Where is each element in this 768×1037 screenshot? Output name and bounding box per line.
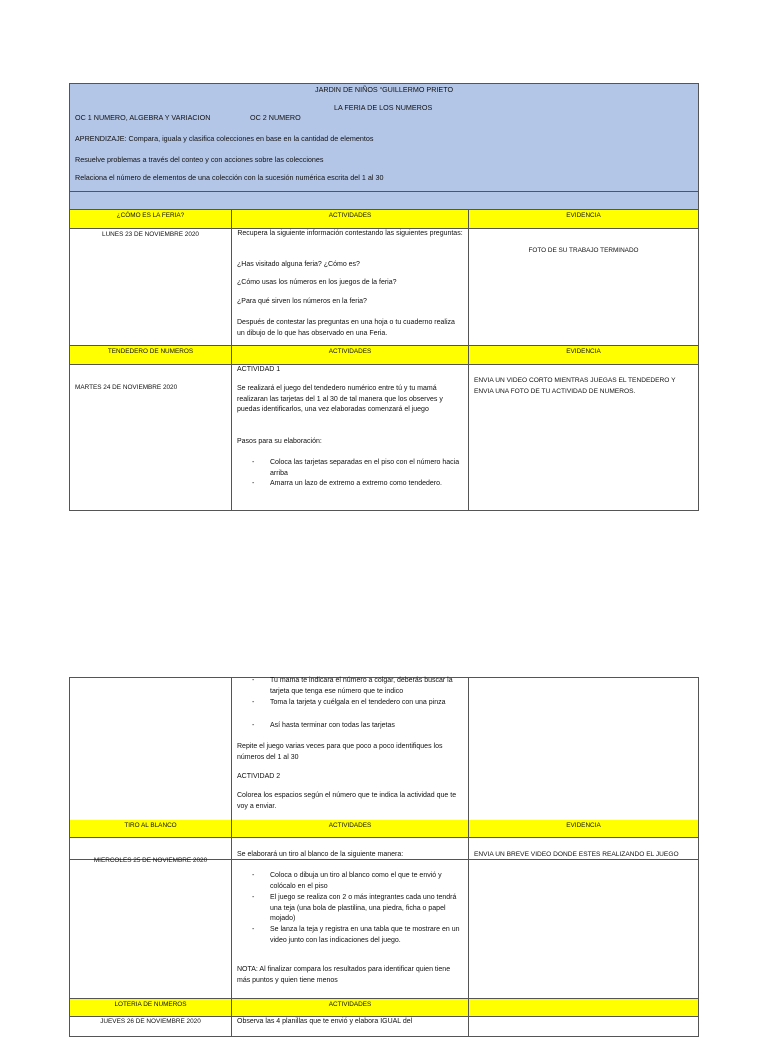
steps-title: Pasos para su elaboración:: [237, 438, 322, 445]
evidence-video: ENVIA UN VIDEO CORTO MIENTRAS JUEGAS EL TENDEDERO Y ENVIA UNA FOTO DE TU ACTIVIDAD DE NUMEROS.: [474, 377, 676, 395]
aprendizaje-line-2: Resuelve problemas a través del conteo y con acciones sobre las colecciones: [75, 155, 324, 164]
evidence-photo: FOTO DE SU TRABAJO TERMINADO: [528, 247, 639, 254]
date-miercoles: MIERCOLES 25 DE NOVIEMBRE 2020: [93, 857, 208, 864]
step-2: - Amarra un lazo de extremo a extremo como tendedero.: [252, 480, 442, 487]
date-martes: MARTES 24 DE NOVIEMBRE 2020: [75, 384, 178, 391]
section2-header-row: [69, 346, 699, 365]
section3-header-row: [69, 820, 699, 838]
tiro-intro: Se elaborará un tiro al blanco de la siguiente manera:: [237, 851, 404, 858]
date-jueves: JUEVES 26 DE NOVIEMBRE 2020: [100, 1018, 201, 1025]
col-tendedero: TENDEDERO DE NUMEROS: [107, 348, 194, 355]
nota-text: NOTA: Al finalizar compara los resultados para identificar quien tiene más puntos y quien tiene menos: [237, 966, 451, 984]
date-lunes: LUNES 23 DE NOVIEMBRE 2020: [102, 231, 199, 238]
question-1: ¿Has visitado alguna feria? ¿Cómo es?: [237, 261, 360, 268]
oc1-label: OC 1 NUMERO, ALGEBRA Y VARIACION: [75, 113, 211, 122]
oc2-label: OC 2 NUMERO: [250, 113, 301, 122]
section4-header-row: [69, 999, 699, 1017]
col-actividades: ACTIVIDADES: [328, 822, 372, 829]
col-evidencia: EVIDENCIA: [566, 822, 601, 829]
section2-body-row: [69, 365, 699, 511]
col-actividades: ACTIVIDADES: [328, 212, 372, 219]
step-4: - Toma la tarjeta y cuélgala en el tendedero con una pinza: [252, 699, 446, 706]
section1-header-row: [69, 210, 699, 229]
col-actividades: ACTIVIDADES: [328, 1001, 372, 1008]
tiro-step-2: - El juego se realiza con 2 o más integrantes cada uno tendrá una teja (una bola de plastilina, una piedra, ficha o papel mojado): [252, 894, 457, 922]
loteria-partial-text: Observa las 4 planillas que te envió y elabora IGUAL del: [237, 1018, 413, 1025]
question-3: ¿Para qué sirven los números en la feria?: [237, 298, 367, 305]
tendedero-description: Se realizará el juego del tendedero numérico entre tú y tu mamá realizaran las tarjetas del 1 al 30 de tal manera que los observes y puedas identificarlos, una vez elaboradas comenzará el juego: [237, 385, 443, 413]
tiro-step-3: - Se lanza la teja y registra en una tabla que te mostrare en un video junto con las indicaciones del juego.: [252, 926, 460, 944]
activity-1-title: ACTIVIDAD 1: [237, 366, 281, 373]
page-2: [0, 640, 768, 1024]
intro-text: Recupera la siguiente información contestando las siguientes preguntas:: [237, 230, 463, 237]
header-box: [69, 83, 699, 192]
col-tiro-al-blanco: TIRO AL BLANCO: [124, 822, 177, 829]
tiro-step-1: - Coloca o dibuja un tiro al blanco como el que te envió y colócalo en el piso: [252, 872, 442, 890]
aprendizaje-text: APRENDIZAJE: Compara, iguala y clasifica colecciones en base en la cantidad de elementos: [75, 134, 374, 143]
col-actividades: ACTIVIDADES: [328, 348, 372, 355]
step-3: - Tu mama te indicara el número a colgar, deberás buscar la tarjeta que tenga ese número que te indico: [252, 677, 453, 695]
section4-body-row: [69, 1017, 699, 1037]
drawing-instruction: Después de contestar las preguntas en una hoja o tu cuaderno realiza un dibujo de lo que has observado en una Feria.: [237, 319, 455, 337]
col-evidencia: EVIDENCIA: [566, 348, 601, 355]
section1-body-row: [69, 229, 699, 346]
school-name: JARDIN DE NIÑOS “GUILLERMO PRIETO: [315, 85, 454, 94]
col-loteria: LOTERIA DE NUMEROS: [114, 1001, 187, 1008]
question-2: ¿Cómo usas los números en los juegos de la feria?: [237, 279, 397, 286]
col-evidencia: EVIDENCIA: [566, 212, 601, 219]
section3-body-row: [69, 838, 699, 999]
step-1: - Coloca las tarjetas separadas en el piso con el número hacia arriba: [252, 459, 460, 477]
step-5: - Así hasta terminar con todas las tarjetas: [252, 722, 395, 729]
aprendizaje-line-3: Relaciona el número de elementos de una colección con la sucesión numérica escrita del 1 al 30: [75, 173, 384, 182]
header-spacer-row: [69, 192, 699, 210]
activity-2-title: ACTIVIDAD 2: [237, 773, 281, 780]
project-title: LA FERIA DE LOS NUMEROS: [334, 103, 433, 112]
repeat-instruction: Repite el juego varias veces para que poco a poco identifiques los números del 1 al 30: [237, 743, 443, 761]
activity-2-description: Colorea los espacios según el número que te indica la actividad que te voy a enviar.: [237, 792, 457, 810]
evidence-video-tiro: ENVIA UN BREVE VIDEO DONDE ESTES REALIZANDO EL JUEGO: [474, 851, 679, 858]
col-feria: ¿CÓMO ES LA FERIA?: [116, 212, 185, 219]
